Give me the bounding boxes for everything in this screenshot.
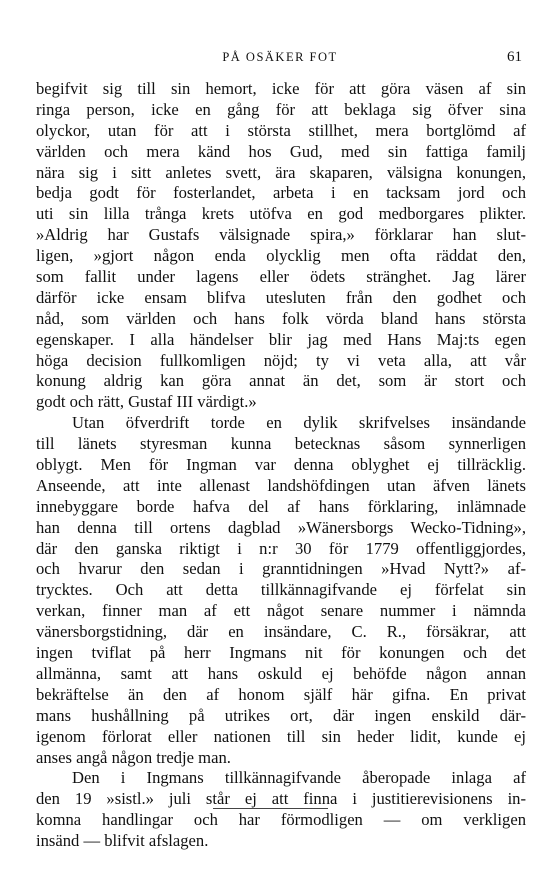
text-line: ligen, »gjort någon enda olycklig men ofta räddat den,	[36, 246, 526, 266]
text-line: Utan öfverdrift torde en dylik skrifvelses insändande	[72, 413, 526, 433]
text-line: insänd — blifvit afslagen.	[36, 831, 209, 851]
text-line: nära sig i sitt anletes svett, ära skaparen, välsigna konungen,	[36, 162, 526, 182]
text-line: han denna till ortens dagblad »Wänersborgs Wecko-Tidning»,	[36, 517, 526, 537]
body-text	[36, 79, 526, 852]
text-line: vänersborgstidning, där en insändare, C. R., försäkrar, att	[36, 622, 526, 642]
text-line: nåd, som världen och hans folk vörda bland hans största	[36, 308, 526, 328]
text-line: ingen tviflat på herr Ingmans nit för konungen och det	[36, 643, 526, 663]
text-line: begifvit sig till sin hemort, icke för att göra väsen af sin	[36, 79, 526, 98]
text-line: »Aldrig har Gustafs välsignade spira,» förklarar han slut-	[36, 225, 526, 245]
footer-rule	[213, 808, 328, 809]
text-line: oblygt. Men för Ingman var denna oblyghet ej tillräcklig.	[36, 455, 526, 475]
text-line: egenskaper. I alla händelser blir jag med Hans Maj:ts egen	[36, 329, 526, 349]
running-head	[36, 50, 524, 70]
text-line: mans hushållning på utrikes ort, där ingen enskild där-	[36, 705, 526, 725]
running-title: PÅ OSÄKER FOT	[222, 50, 338, 64]
text-line: Anseende, att inte allenast landshöfdingen utan äfven länets	[36, 475, 526, 495]
text-line: konung aldrig kan göra annat än det, som är stort och	[36, 371, 526, 391]
text-line: världen och mera känd hos Gud, med sin fattiga familj	[36, 141, 526, 161]
text-line: komna handlingar och har förmodligen — om verkligen	[36, 810, 526, 830]
text-line: godt och rätt, Gustaf III värdigt.»	[36, 392, 257, 412]
paragraph	[36, 413, 526, 768]
text-line: olyckor, utan för att i största stillhet, mera bortglömd af	[36, 120, 526, 140]
text-line: och hvarur den sedan i granntidningen »Hvad Nytt?» af-	[36, 559, 526, 579]
text-line: bekräftelse än den af honom själf här gifna. En privat	[36, 684, 526, 704]
text-line: som fallit under lagens eller ödets stränghet. Jag lärer	[36, 267, 526, 287]
text-line: ringa person, icke en gång för att beklaga sig öfver sina	[36, 99, 526, 119]
text-line: därför icke ensam blifva utesluten från den godhet och	[36, 287, 526, 307]
text-line: den 19 »sistl.» juli står ej att finna i justitierevisionens in-	[36, 789, 526, 809]
text-line: innebyggare borde hafva del af hans förklaring, inlämnade	[36, 496, 526, 516]
text-line: anses angå någon tredje man.	[36, 747, 231, 767]
paragraph	[36, 79, 526, 413]
text-line: där den ganska riktigt i n:r 30 för 1779 offentliggjordes,	[36, 538, 526, 558]
text-line: allmänna, samt att hans oskuld ej behöfde någon annan	[36, 663, 526, 683]
text-line: trycktes. Och att detta tillkännagifvande ej förfelat sin	[36, 580, 526, 600]
text-line: uti sin lilla trånga krets utöfva en god medborgares plikter.	[36, 204, 526, 224]
text-line: Den i Ingmans tillkännagifvande åberopade inlaga af	[72, 768, 526, 788]
text-line: bedja godt för fosterlandet, arbeta i en tacksam jord och	[36, 183, 526, 203]
text-line: verkan, finner man af ett något senare nummer i nämnda	[36, 601, 526, 621]
text-line: till länets styresman kunna betecknas såsom synnerligen	[36, 434, 526, 454]
text-line: höga decision fullkomligen nöjd; ty vi veta alla, att vår	[36, 350, 526, 370]
text-line: igenom förlorat eller nationen till sin heder lidit, kunde ej	[36, 726, 526, 746]
page-number: 61	[507, 49, 522, 65]
paragraph	[36, 768, 526, 852]
